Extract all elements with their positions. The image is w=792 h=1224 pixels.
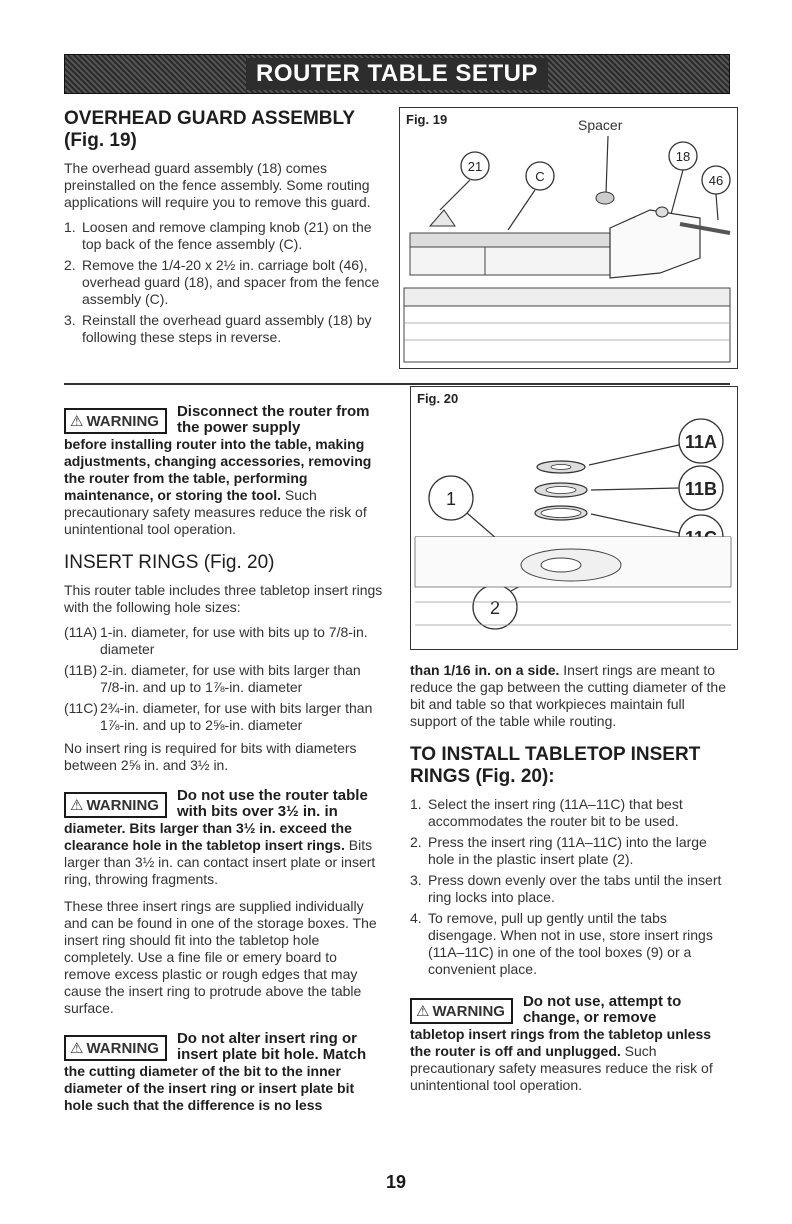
leader-line	[589, 445, 679, 465]
list-item: (11B) 2-in. diameter, for use with bits larger than 7/8-in. and up to 1⅞-in. diameter	[64, 662, 361, 695]
figure-caption: Fig. 20	[417, 391, 459, 406]
leader-line	[606, 136, 608, 193]
warning-bold-text: tabletop insert rings from the tabletop unless the router is off and unplugged.	[410, 1026, 712, 1059]
list-item: (11A) 1-in. diameter, for use with bits up to 7/8-in. diameter	[64, 624, 368, 657]
overhead-intro: The overhead guard assembly (18) comes preinstalled on the fence assembly. Some routing applications will require you to remove this guard.	[64, 160, 371, 210]
warning-text: Bits larger than 3½ in. can contact insert plate or insert ring, throwing fragments.	[64, 837, 376, 887]
leader-line	[591, 488, 679, 490]
overhead-heading: OVERHEAD GUARD ASSEMBLY (Fig. 19)	[64, 108, 355, 151]
warning-block	[64, 404, 386, 538]
warning-badge: ⚠ WARNING	[64, 1035, 167, 1061]
figure-19	[399, 107, 738, 369]
callout-18: 18	[675, 149, 691, 164]
warning-lead: Do not alter insert ring or insert plate bit hole. Match	[176, 1030, 367, 1063]
warning-triangle-icon: ⚠	[70, 1039, 84, 1057]
warning-block	[410, 994, 732, 1094]
callout-11b: 11B	[684, 479, 718, 499]
figure-caption: Fig. 19	[406, 112, 448, 127]
leader-line	[508, 190, 535, 230]
list-item: 3. Reinstall the overhead guard assembly (18) by following these steps in reverse.	[64, 312, 372, 345]
warning-bold-text: before installing router into the table, making adjustments, changing accessories, removing the router from the table, performing maintenance, or storing the tool.	[64, 436, 372, 503]
leader-line	[670, 170, 683, 218]
insert-rings-note: No insert ring is required for bits with diameters between 2⅝ in. and 3½ in.	[64, 740, 357, 773]
callout-1: 1	[445, 489, 457, 509]
table-body	[404, 306, 730, 362]
warning-badge: ⚠ WARNING	[64, 792, 167, 818]
knob-shape	[430, 210, 455, 226]
leader-line	[440, 180, 470, 210]
warning-triangle-icon: ⚠	[70, 412, 84, 430]
leader-line	[716, 194, 718, 220]
overhead-steps	[64, 219, 386, 346]
warning-text: Such precautionary safety measures reduce the risk of unintentional tool operation.	[64, 487, 367, 537]
warning-block	[64, 1031, 386, 1114]
callout-2: 2	[489, 598, 501, 618]
warning-lead: Do not use, attempt to change, or remove	[522, 993, 682, 1026]
leader-line	[467, 513, 497, 539]
list-item: 2. Press the insert ring (11A–11C) into the large hole in the plastic insert plate (2).	[410, 834, 707, 867]
callout-21: 21	[467, 159, 483, 174]
figure-20	[410, 386, 738, 650]
callout-c: C	[535, 169, 545, 184]
warning-lead: Disconnect the router from the power supply	[176, 403, 370, 436]
list-item: 1. Loosen and remove clamping knob (21) on the top back of the fence assembly (C).	[64, 219, 372, 252]
warning-bold-text: the cutting diameter of the bit to the inner diameter of the insert ring or insert plate bit hole such that the difference is no less	[64, 1063, 355, 1113]
table-edge	[404, 288, 730, 306]
supply-paragraph: These three insert rings are supplied individually and can be found in one of the storage boxes. The insert ring should fit into the tabletop hole completely. Use a fine file or emery board to remove excess plastic or rough edges that may cause the insert ring to protrude above the table surface.	[64, 898, 377, 1016]
fence-face	[410, 247, 610, 275]
right-column	[410, 662, 732, 1104]
page-number: 19	[385, 1172, 407, 1192]
callout-11a: 11A	[684, 432, 718, 452]
warning-block	[64, 788, 386, 888]
section-divider	[64, 383, 730, 385]
spacer-shape	[596, 192, 614, 204]
insert-rings-intro: This router table includes three tabletop insert rings with the following hole sizes:	[64, 582, 383, 615]
list-item: (11C) 2¾-in. diameter, for use with bits larger than 1⅞-in. and up to 2⅝-in. diameter	[64, 700, 373, 733]
clamp-knob-shape	[656, 207, 668, 217]
leader-line	[591, 514, 679, 533]
list-item: 1. Select the insert ring (11A–11C) that best accommodates the router bit to be used.	[410, 796, 683, 829]
list-item: 2. Remove the 1/4-20 x 2½ in. carriage bolt (46), overhead guard (18), and spacer from the fence assembly (C).	[64, 257, 380, 307]
warning-bold-text: diameter. Bits larger than 3½ in. exceed the clearance hole in the tabletop insert rings.	[64, 820, 352, 853]
warning-text: Such precautionary safety measures reduce the risk of unintentional tool operation.	[410, 1043, 713, 1093]
install-steps	[410, 796, 732, 978]
warning-lead: Do not use the router table with bits over 3½ in. in	[176, 787, 368, 820]
fence-guard-illustration	[400, 108, 736, 367]
warning-badge: ⚠ WARNING	[410, 998, 513, 1024]
section-banner	[64, 54, 730, 94]
spacer-label: Spacer	[578, 117, 623, 133]
left-column	[64, 398, 386, 1124]
warning-continuation: than 1/16 in. on a side. Insert rings are meant to reduce the gap between the cutting diameter of the bit and table so that workpieces maintain full support of the table while routing.	[410, 662, 726, 729]
install-heading: TO INSTALL TABLETOP INSERT RINGS (Fig. 20):	[410, 744, 701, 787]
overhead-guard-section	[64, 108, 386, 350]
callout-46: 46	[708, 173, 724, 188]
list-item: 3. Press down evenly over the tabs until the insert ring locks into place.	[410, 872, 722, 905]
warning-triangle-icon: ⚠	[416, 1002, 430, 1020]
overhead-guard-shape	[610, 210, 700, 278]
banner-title: ROUTER TABLE SETUP	[246, 58, 548, 90]
list-item: 4. To remove, pull up gently until the tabs disengage. When not in use, store insert rings (11A–11C) in one of the tool boxes (9) or a convenient place.	[410, 910, 713, 977]
insert-rings-heading: INSERT RINGS (Fig. 20)	[64, 552, 275, 573]
warning-badge: ⚠ WARNING	[64, 408, 167, 434]
insert-rings-list	[64, 624, 386, 734]
fence-rail	[410, 233, 610, 247]
insert-rings-illustration	[411, 387, 736, 648]
warning-triangle-icon: ⚠	[70, 796, 84, 814]
